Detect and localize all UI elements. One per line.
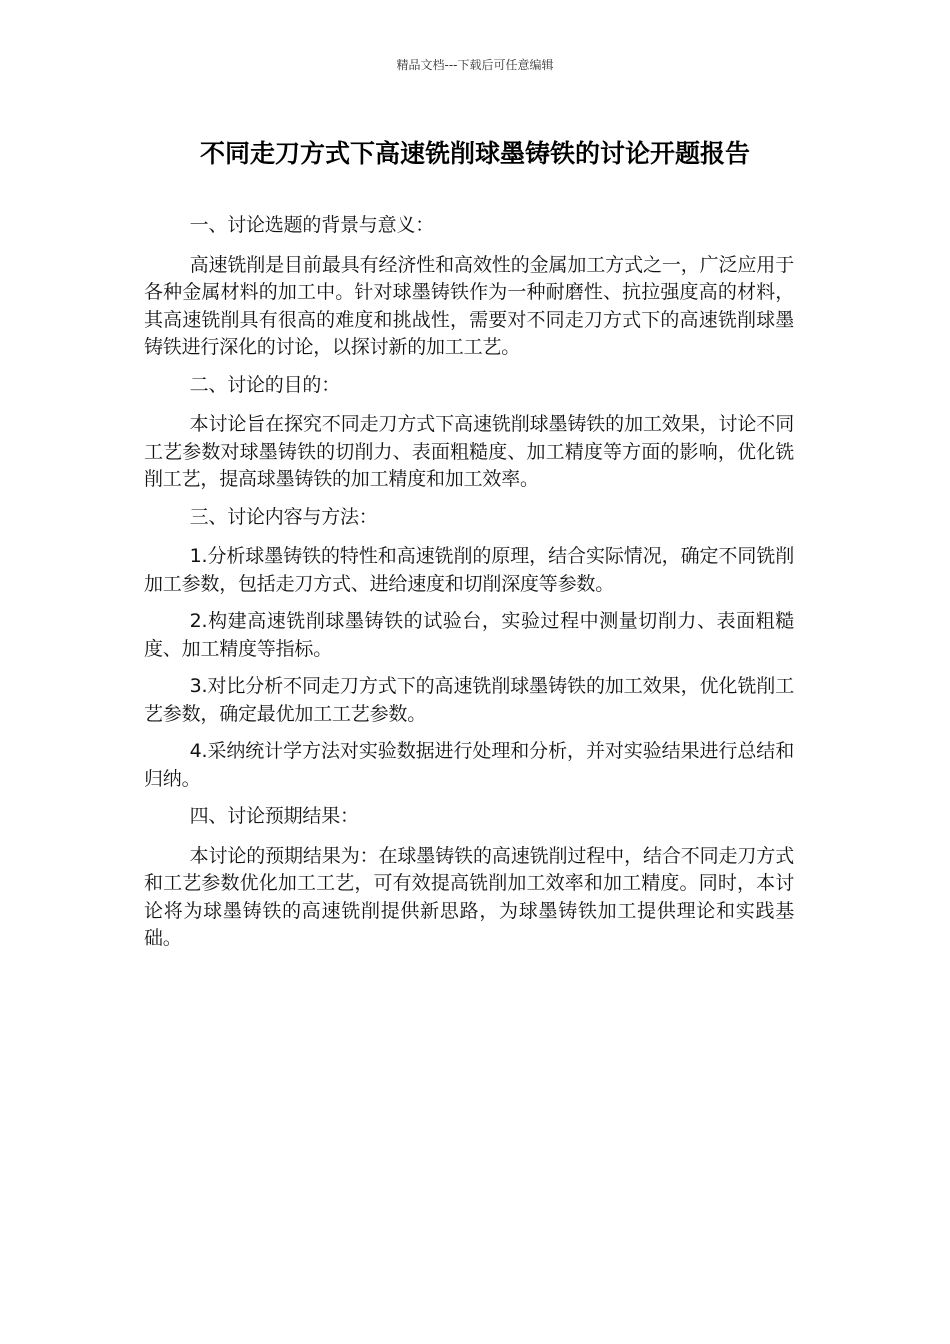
section-heading-background: 一、讨论选题的背景与意义： [189, 214, 434, 236]
paragraph-method-2: 2.构建高速铣削球墨铸铁的试验台，实验过程中测量切削力、表面粗糙度、加工精度等指标。 [144, 610, 794, 660]
paragraph-method-4: 4.采纳统计学方法对实验数据进行处理和分析，并对实验结果进行总结和归纳。 [144, 740, 794, 790]
document-title: 不同走刀方式下高速铣削球墨铸铁的讨论开题报告 [199, 139, 750, 168]
section-heading-purpose: 二、讨论的目的： [189, 373, 340, 396]
paragraph-method-1: 1.分析球墨铸铁的特性和高速铣削的原理，结合实际情况，确定不同铣削加工参数，包括走刀方式、进给速度和切削深度等参数。 [144, 545, 794, 595]
paragraph-method-3: 3.对比分析不同走刀方式下的高速铣削球墨铸铁的加工效果，优化铣削工艺参数，确定最优加工工艺参数。 [144, 675, 794, 725]
section-heading-content-method: 三、讨论内容与方法： [189, 505, 378, 528]
paragraph-expected-results: 本讨论的预期结果为：在球墨铸铁的高速铣削过程中，结合不同走刀方式和工艺参数优化加工工艺，可有效提高铣削加工效率和加工精度。同时，本讨论将为球墨铸铁的高速铣削提供新思路，为球墨铸铁加工提供理论和实践基础。 [144, 844, 794, 949]
section-heading-expected-results: 四、讨论预期结果： [189, 805, 359, 827]
paragraph-purpose: 本讨论旨在探究不同走刀方式下高速铣削球墨铸铁的加工效果，讨论不同工艺参数对球墨铸铁的切削力、表面粗糙度、加工精度等方面的影响，优化铣削工艺，提高球墨铸铁的加工精度和加工效率。 [144, 413, 794, 490]
page-header: 精品文档---下载后可任意编辑 [396, 58, 554, 72]
document-body [144, 212, 794, 963]
paragraph-background: 高速铣削是目前最具有经济性和高效性的金属加工方式之一，广泛应用于各种金属材料的加工中。针对球墨铸铁作为一种耐磨性、抗拉强度高的材料，其高速铣削具有很高的难度和挑战性，需要对不同走刀方式下的高速铣削球墨铸铁进行深化的讨论，以探讨新的加工工艺。 [144, 253, 794, 358]
